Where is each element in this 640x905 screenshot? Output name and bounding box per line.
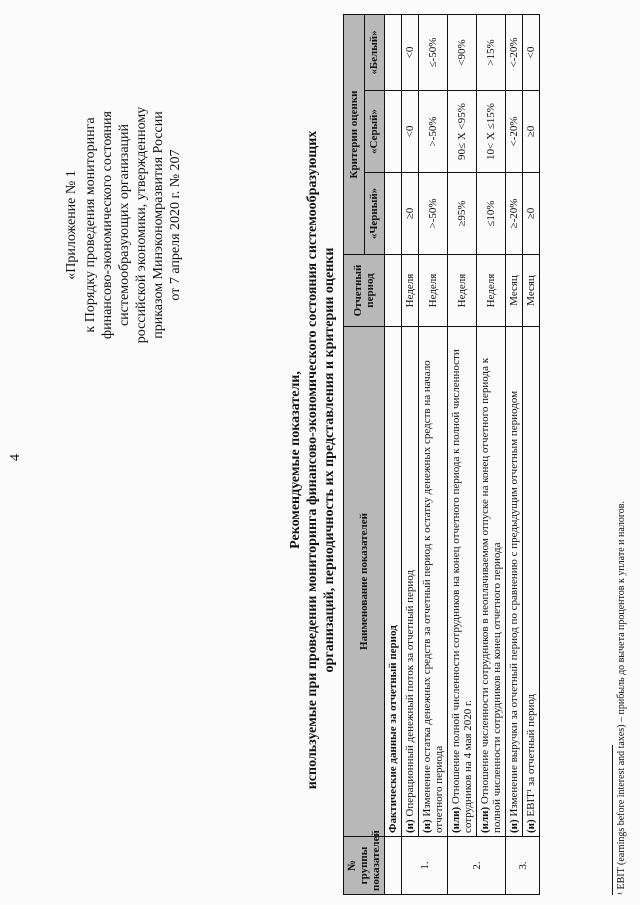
indicator-cell [506,327,523,837]
white-cell: <90% [448,14,477,90]
black-cell: ≥0 [523,173,540,255]
table-row [402,14,419,894]
appendix-line: финансово-экономического состояния [100,111,115,339]
title-line: используемые при проведении мониторинга финансово-экономического состояния системообразующих [305,130,320,790]
white-cell: >15% [477,14,506,90]
header-black: «Черный» [364,173,385,255]
title-line: организаций, периодичность их представления и критерии оценки [322,247,337,673]
indicator-cell [477,327,506,837]
appendix-heading: «Приложение № 1 [64,170,79,280]
period-cell: Неделя [419,255,448,327]
section-title: Фактические данные за отчетный период [385,327,402,837]
gray-cell: >-50% [419,91,448,173]
section-row [385,14,402,894]
period-cell: Неделя [477,255,506,327]
indicator-cell [448,327,477,837]
indicator-text: Изменение выручки за отчетный период по сравнению с предыдущим отчетным периодом [508,390,520,817]
indicator-cell [523,327,540,837]
white-cell: <-20% [506,14,523,90]
indicator-prefix: (и) [525,819,537,833]
period-cell: Неделя [402,255,419,327]
header-gray: «Серый» [364,91,385,173]
indicator-text: Операционный денежный поток за отчетный период [404,569,416,817]
gray-cell: 10< X ≤15% [477,91,506,173]
black-cell: ≥95% [448,173,477,255]
gray-cell: ≥0 [523,91,540,173]
indicator-prefix: (и) [508,819,520,833]
indicator-prefix: (или) [450,806,462,833]
indicator-text: EBIT¹ за отчетный период [525,693,537,817]
indicator-text: Отношение численности сотрудников в неоплачиваемом отпуске на конец отчетного периода к полной численности сотрудников на конец отчетного периода [479,357,503,833]
indicator-prefix: (или) [479,806,491,833]
white-cell: <0 [523,14,540,90]
table-row [477,14,506,894]
footnote-divider [612,745,613,895]
title-line: Рекомендуемые показатели, [288,371,303,549]
black-cell: ≤10% [477,173,506,255]
gray-cell: <-20% [506,91,523,173]
document-title [287,45,338,875]
header-group-number: № группы показателей [344,837,385,895]
period-cell: Неделя [448,255,477,327]
table-row [419,14,448,894]
black-cell: ≥0 [402,173,419,255]
appendix-line: от 7 апреля 2020 г. № 207 [168,149,183,301]
white-cell: <0 [402,14,419,90]
indicator-text: Отношение полной численности сотрудников на конец отчетного периода к полной численности сотрудников на 4 мая 2020 г. [450,349,474,833]
appendix-block [63,60,184,390]
indicator-text: Изменение остатка денежных средств за отчетный период к остатку денежных средств на начало отчетного периода [421,360,445,833]
black-cell: ≥-20% [506,173,523,255]
period-cell: Месяц [523,255,540,327]
indicator-prefix: (и) [421,819,433,833]
indicator-prefix: (и) [404,819,416,833]
appendix-line: к Порядку проведения мониторинга [83,117,98,333]
white-cell: ≤-50% [419,14,448,90]
page-number: 4 [8,454,23,461]
header-white: «Белый» [364,14,385,90]
period-cell: Месяц [506,255,523,327]
indicator-cell [419,327,448,837]
appendix-line: российской экономики, утвержденному [134,106,149,344]
table-row [506,14,523,894]
header-criteria: Критерии оценки [344,14,365,254]
table-row [523,14,540,894]
appendix-line: системообразующих организаций [117,123,132,327]
group-number: 3. [506,837,540,895]
group-number: 1. [402,837,448,895]
gray-cell: <0 [402,91,419,173]
group-number: 2. [448,837,506,895]
table-row [448,14,477,894]
indicators-table [343,14,540,895]
footnote: ¹ EBIT (earnings before interest and taxes) – прибыль до вычета процентов к уплате и налогов. [616,501,627,895]
gray-cell: 90≤ X <95% [448,91,477,173]
appendix-line: приказом Минэкономразвития России [151,111,166,339]
black-cell: >-50% [419,173,448,255]
header-indicator-name: Наименование показателей [344,327,385,837]
header-reporting-period: Отчетный период [344,255,385,327]
indicator-cell [402,327,419,837]
